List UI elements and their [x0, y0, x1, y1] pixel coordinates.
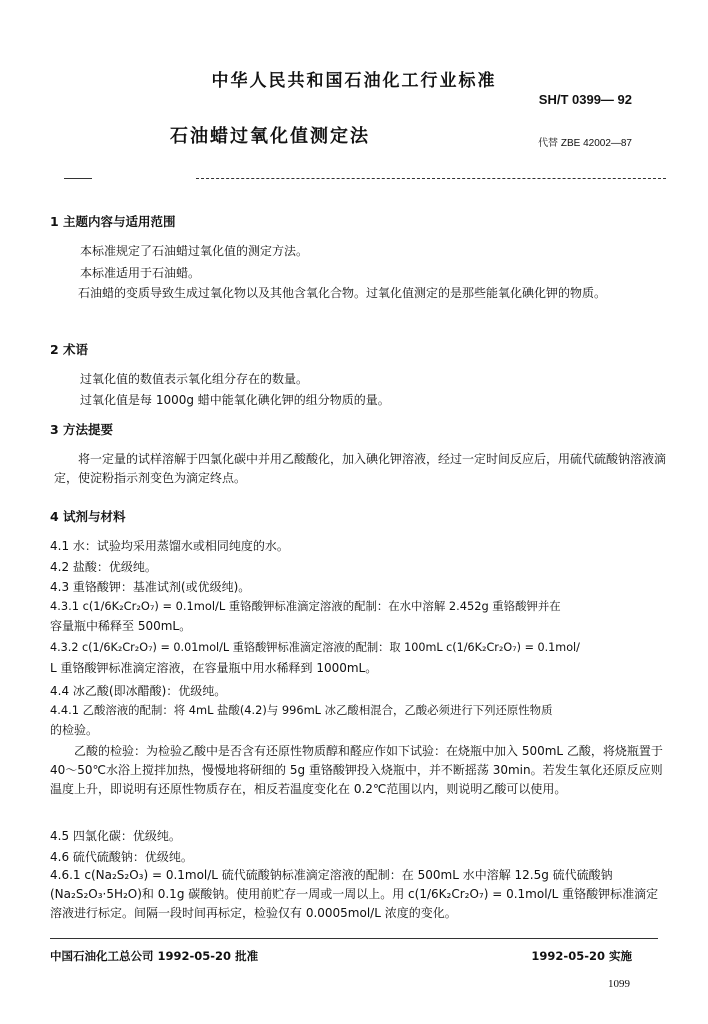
clause-4-4-1-line-1: 4.4.1 乙酸溶液的配制：将 4mL 盐酸(4.2)与 996mL 冰乙酸相混合，乙酸必须进行下列还原性物质 — [50, 703, 553, 717]
implementation-date: 1992-05-20 实施 — [531, 949, 632, 963]
section-1-para-2: 本标准适用于石油蜡。 — [80, 266, 201, 280]
document-title: 石油蜡过氧化值测定法 — [170, 126, 370, 147]
clause-4-2: 4.2 盐酸：优级纯。 — [50, 560, 157, 574]
header-rule-left — [64, 178, 92, 179]
clause-4-3-1-line-2: 容量瓶中稀释至 500mL。 — [50, 619, 192, 633]
clause-4-3-2-line-1: 4.3.2 c(1/6K₂Cr₂O₇) = 0.01mol/L 重铬酸钾标准滴定溶液的配制：取 100mL c(1/6K₂Cr₂O₇) = 0.1mol/ — [50, 641, 580, 654]
section-1-para-1: 本标准规定了石油蜡过氧化值的测定方法。 — [80, 244, 309, 258]
standard-number: SH/T 0399— 92 — [538, 92, 632, 107]
clause-4-5: 4.5 四氯化碳：优级纯。 — [50, 829, 181, 843]
section-3-para-1: 将一定量的试样溶解于四氯化碳中并用乙酸酸化，加入碘化钾溶液，经过一定时间反应后，用硫代硫酸钠溶液滴定，使淀粉指示剂变色为滴定终点。 — [54, 452, 667, 485]
section-4-heading: 4 试剂与材料 — [50, 509, 126, 524]
header-rule-right — [196, 178, 666, 179]
clause-4-4: 4.4 冰乙酸(即冰醋酸)：优级纯。 — [50, 684, 227, 698]
acetic-acid-check-paragraph: 乙酸的检验：为检验乙酸中是否含有还原性物质醇和醛应作如下试验：在烧瓶中加入 500mL 乙酸，将烧瓶置于 40～50℃水浴上搅拌加热，慢慢地将研细的 5g 重铬酸钾投入烧瓶中，并不断摇荡 30min。若发生氧化还原反应则温度上升，即说明有还原性物质存在，相反若温度变化在 0.2℃范围以内，则说明乙酸可以使用。 — [50, 744, 663, 796]
clause-4-3-2-line-2: L 重铬酸钾标准滴定溶液，在容量瓶中用水稀释到 1000mL。 — [50, 661, 378, 675]
clause-4-6: 4.6 硫代硫酸钠：优级纯。 — [50, 850, 193, 864]
section-3-heading: 3 方法提要 — [50, 422, 114, 437]
section-2-para-2: 过氧化值是每 1000g 蜡中能氧化碘化钾的组分物质的量。 — [80, 393, 390, 407]
clause-4-3-1-line-1: 4.3.1 c(1/6K₂Cr₂O₇) = 0.1mol/L 重铬酸钾标准滴定溶液的配制：在水中溶解 2.452g 重铬酸钾并在 — [50, 599, 561, 613]
replaces-note: 代替 ZBE 42002—87 — [538, 138, 632, 149]
section-2-para-1: 过氧化值的数值表示氧化组分存在的数量。 — [80, 372, 309, 386]
clause-4-4-1-line-2: 的检验。 — [50, 723, 99, 737]
clause-4-3: 4.3 重铬酸钾：基准试剂(或优级纯)。 — [50, 580, 251, 594]
section-1-para-3: 石油蜡的变质导致生成过氧化物以及其他含氧化合物。过氧化值测定的是那些能氧化碘化钾的物质。 — [78, 286, 607, 300]
section-1-heading: 1 主题内容与适用范围 — [50, 214, 176, 229]
page-number: 1099 — [608, 978, 630, 990]
approval-statement: 中国石油化工总公司 1992-05-20 批准 — [50, 949, 259, 963]
clause-4-1: 4.1 水：试验均采用蒸馏水或相同纯度的水。 — [50, 539, 289, 553]
clause-4-6-1: 4.6.1 c(Na₂S₂O₃) = 0.1mol/L 硫代硫酸钠标准滴定溶液的配制：在 500mL 水中溶解 12.5g 硫代硫酸钠(Na₂S₂O₃·5H₂O)和 0.1g 碳酸钠。使用前贮存一周或一周以上。用 c(1/6K₂Cr₂O₇) = 0.1mol/L 重铬酸钾标准滴定溶液进行标定。间隔一段时间再标定，检验仅有 0.0005mol/L 浓度的变化。 — [50, 868, 659, 920]
section-2-heading: 2 术语 — [50, 342, 89, 357]
standard-category: 中华人民共和国石油化工行业标准 — [211, 71, 497, 91]
footer-rule — [50, 938, 658, 939]
